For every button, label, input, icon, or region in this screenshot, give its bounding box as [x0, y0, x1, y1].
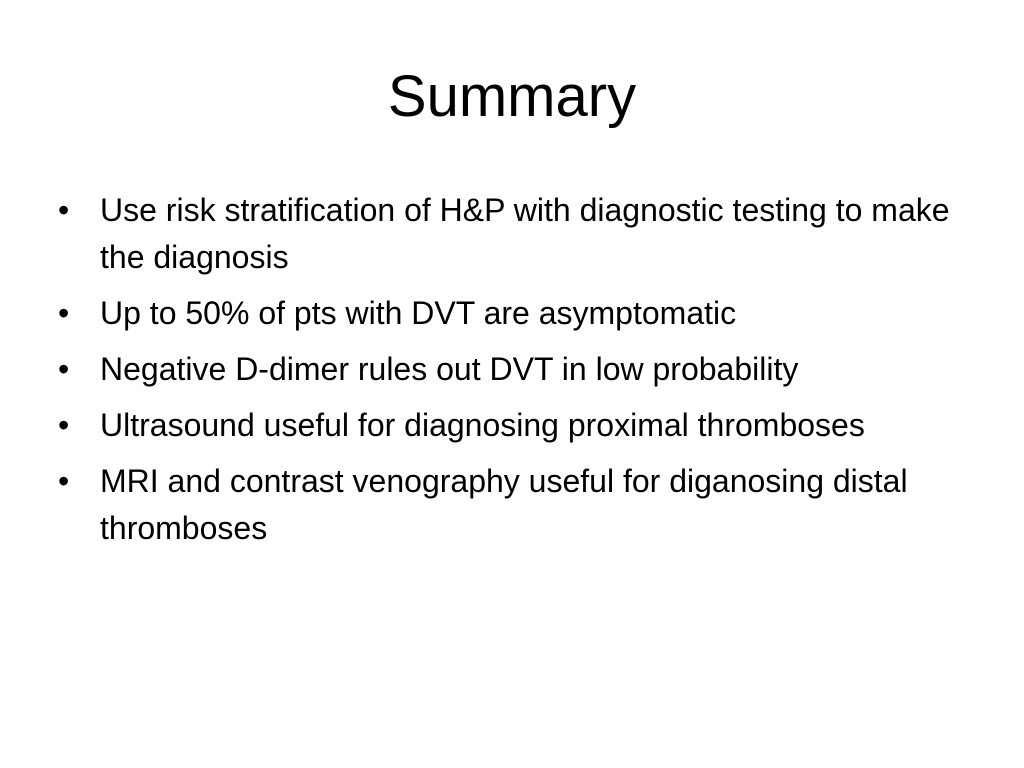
bullet-text: Use risk stratification of H&P with diagnostic testing to make the diagnosis [100, 192, 950, 275]
bullet-text: Up to 50% of pts with DVT are asymptomatic [100, 295, 737, 331]
bullet-icon: • [58, 192, 70, 228]
list-item [56, 346, 956, 393]
bullet-text: MRI and contrast venography useful for diganosing distal thromboses [100, 463, 908, 546]
list-item [56, 402, 956, 449]
bullet-icon: • [58, 351, 70, 387]
bullet-text: Ultrasound useful for diagnosing proximal thromboses [100, 407, 865, 443]
bullet-icon: • [58, 295, 70, 331]
bullet-text: Negative D-dimer rules out DVT in low probability [100, 351, 799, 387]
slide-title: Summary [387, 64, 637, 129]
list-item [56, 187, 956, 281]
bullet-list [56, 187, 956, 561]
list-item [56, 290, 956, 337]
bullet-icon: • [58, 407, 70, 443]
bullet-icon: • [58, 463, 70, 499]
list-item [56, 458, 956, 552]
